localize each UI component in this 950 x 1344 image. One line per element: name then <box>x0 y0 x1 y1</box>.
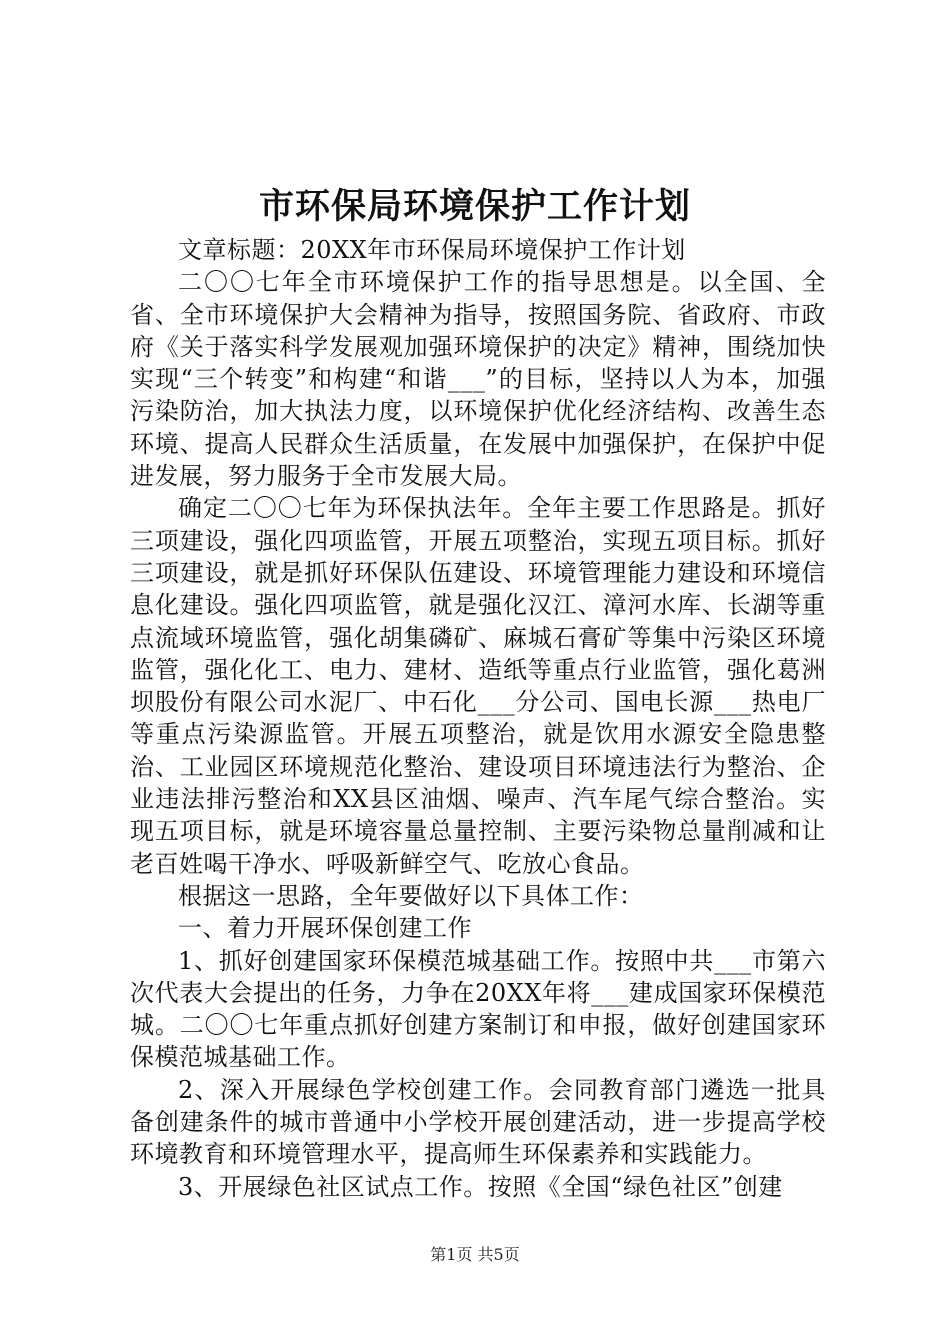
paragraph-item-3: 3、开展绿色社区试点工作。按照《全国“绿色社区”创建 <box>178 1172 783 1201</box>
paragraph-item-2: 2、深入开展绿色学校创建工作。会同教育部门遴选一批具备创建条件的城市普通中小学校开展创建活动，进一步提高学校环境教育和环境管理水平，提高师生环保素养和实践能力。 <box>130 1075 826 1169</box>
document-body <box>130 234 826 1203</box>
paragraph-guiding-ideology: 二〇〇七年全市环境保护工作的指导思想是。以全国、全省、全市环境保护大会精神为指导，按照国务院、省政府、市政府《关于落实科学发展观加强环境保护的决定》精神，围绕加快实现“三个转变”和构建“和谐___”的目标，坚持以人为本，加强污染防治，加大执法力度，以环境保护优化经济结构、改善生态环境、提高人民群众生活质量，在发展中加强保护，在保护中促进发展，努力服务于全市发展大局。 <box>130 268 826 491</box>
paragraph-work-approach: 确定二〇〇七年为环保执法年。全年主要工作思路是。抓好三项建设，强化四项监管，开展五项整治，实现五项目标。抓好三项建设，就是抓好环保队伍建设、环境管理能力建设和环境信息化建设。强化四项监管，就是强化汉江、漳河水库、长湖等重点流域环境监管，强化胡集磷矿、麻城石膏矿等集中污染区环境监管，强化化工、电力、建材、造纸等重点行业监管，强化葛洲坝股份有限公司水泥厂、中石化___分公司、国电长源___热电厂等重点污染源监管。开展五项整治，就是饮用水源安全隐患整治、工业园区环境规范化整治、建设项目环境违法行为整治、企业违法排污整治和XX县区油烟、噪声、汽车尾气综合整治。实现五项目标，就是环境容量总量控制、主要污染物总量削减和让老百姓喝干净水、呼吸新鲜空气、吃放心食品。 <box>130 494 826 878</box>
document-title: 市环保局环境保护工作计划 <box>258 186 691 227</box>
paragraph-intro-tasks: 根据这一思路，全年要做好以下具体工作： <box>178 881 644 910</box>
section-heading-1: 一、着力开展环保创建工作 <box>178 914 472 943</box>
page-footer: 第1页 共5页 <box>430 1245 520 1264</box>
paragraph-item-1: 1、抓好创建国家环保模范城基础工作。按照中共___市第六次代表大会提出的任务，力争在20XX年将___建成国家环保模范城。二〇〇七年重点抓好创建方案制订和申报，做好创建国家环保模范城基础工作。 <box>130 946 826 1072</box>
article-title-line: 文章标题：20XX年市环保局环境保护工作计划 <box>178 236 686 264</box>
